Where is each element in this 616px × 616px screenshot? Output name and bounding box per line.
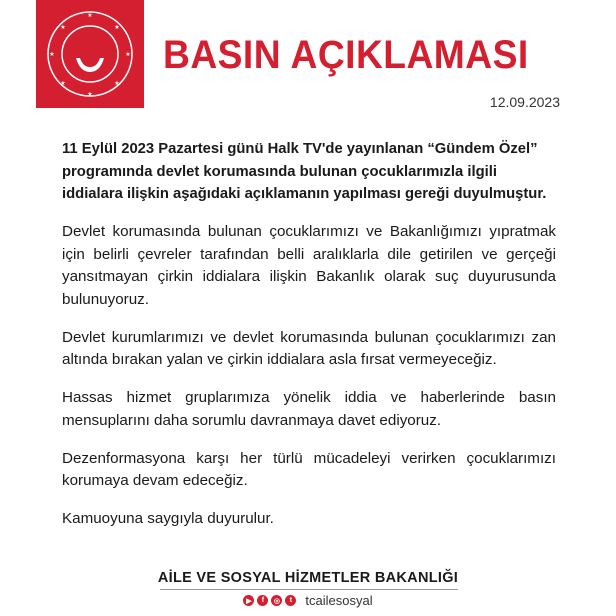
intro-paragraph: 11 Eylül 2023 Pazartesi günü Halk TV'de yayınlanan “Gündem Özel” programında devlet korumasında bulunan çocuklarımızla ilgili iddialara ilişkin aşağıdaki açıklamanın yapılması gereği duyulmuştur. [62, 141, 547, 202]
svg-text:★: ★ [87, 13, 93, 19]
svg-text:★: ★ [87, 92, 93, 98]
facebook-icon: f [257, 595, 268, 606]
svg-text:★: ★ [125, 52, 131, 58]
paragraph: Dezenformasyona karşı her türlü mücadeleyi verirken çocuklarımızı korumaya devam edeceğiz. [62, 449, 556, 489]
youtube-icon: ▶ [243, 595, 254, 606]
paragraph: Devlet korumasında bulunan çocuklarımızı ve Bakanlığımızı yıpratmak için belirli çevreler tarafından belli aralıklarla dile getirilen ve gerçeği yansıtmayan çirkin iddialara ilişkin Bakanlık olarak suç duyurusunda bulunuyoruz. [62, 223, 556, 308]
page-title: BASIN AÇIKLAMASI [163, 33, 529, 77]
ministry-name: AİLE VE SOSYAL HİZMETLER BAKANLIĞI [157, 570, 459, 586]
twitter-icon: t [285, 595, 296, 606]
instagram-icon: ◎ [271, 595, 282, 606]
svg-text:★: ★ [60, 25, 66, 31]
statement-body [62, 138, 556, 546]
svg-text:★: ★ [60, 81, 66, 87]
paragraph: Hassas hizmet gruplarımıza yönelik iddia ve haberlerinde basın mensuplarını daha sorumlu davranmaya davet ediyoruz. [62, 389, 556, 429]
social-bar [0, 593, 616, 608]
divider [160, 589, 458, 590]
closing-paragraph: Kamuoyuna saygıyla duyurulur. [62, 510, 274, 527]
social-handle: tcailesosyal [305, 593, 373, 608]
ministry-logo [36, 0, 144, 108]
svg-text:★: ★ [114, 25, 120, 31]
svg-text:★: ★ [49, 52, 55, 58]
date: 12.09.2023 [489, 94, 560, 110]
paragraph: Devlet kurumlarımızı ve devlet korumasında bulunan çocuklarımızı zan altında bırakan yalan ve çirkin iddialara asla fırsat vermeyeceğiz. [62, 328, 556, 368]
svg-text:★: ★ [114, 81, 120, 87]
